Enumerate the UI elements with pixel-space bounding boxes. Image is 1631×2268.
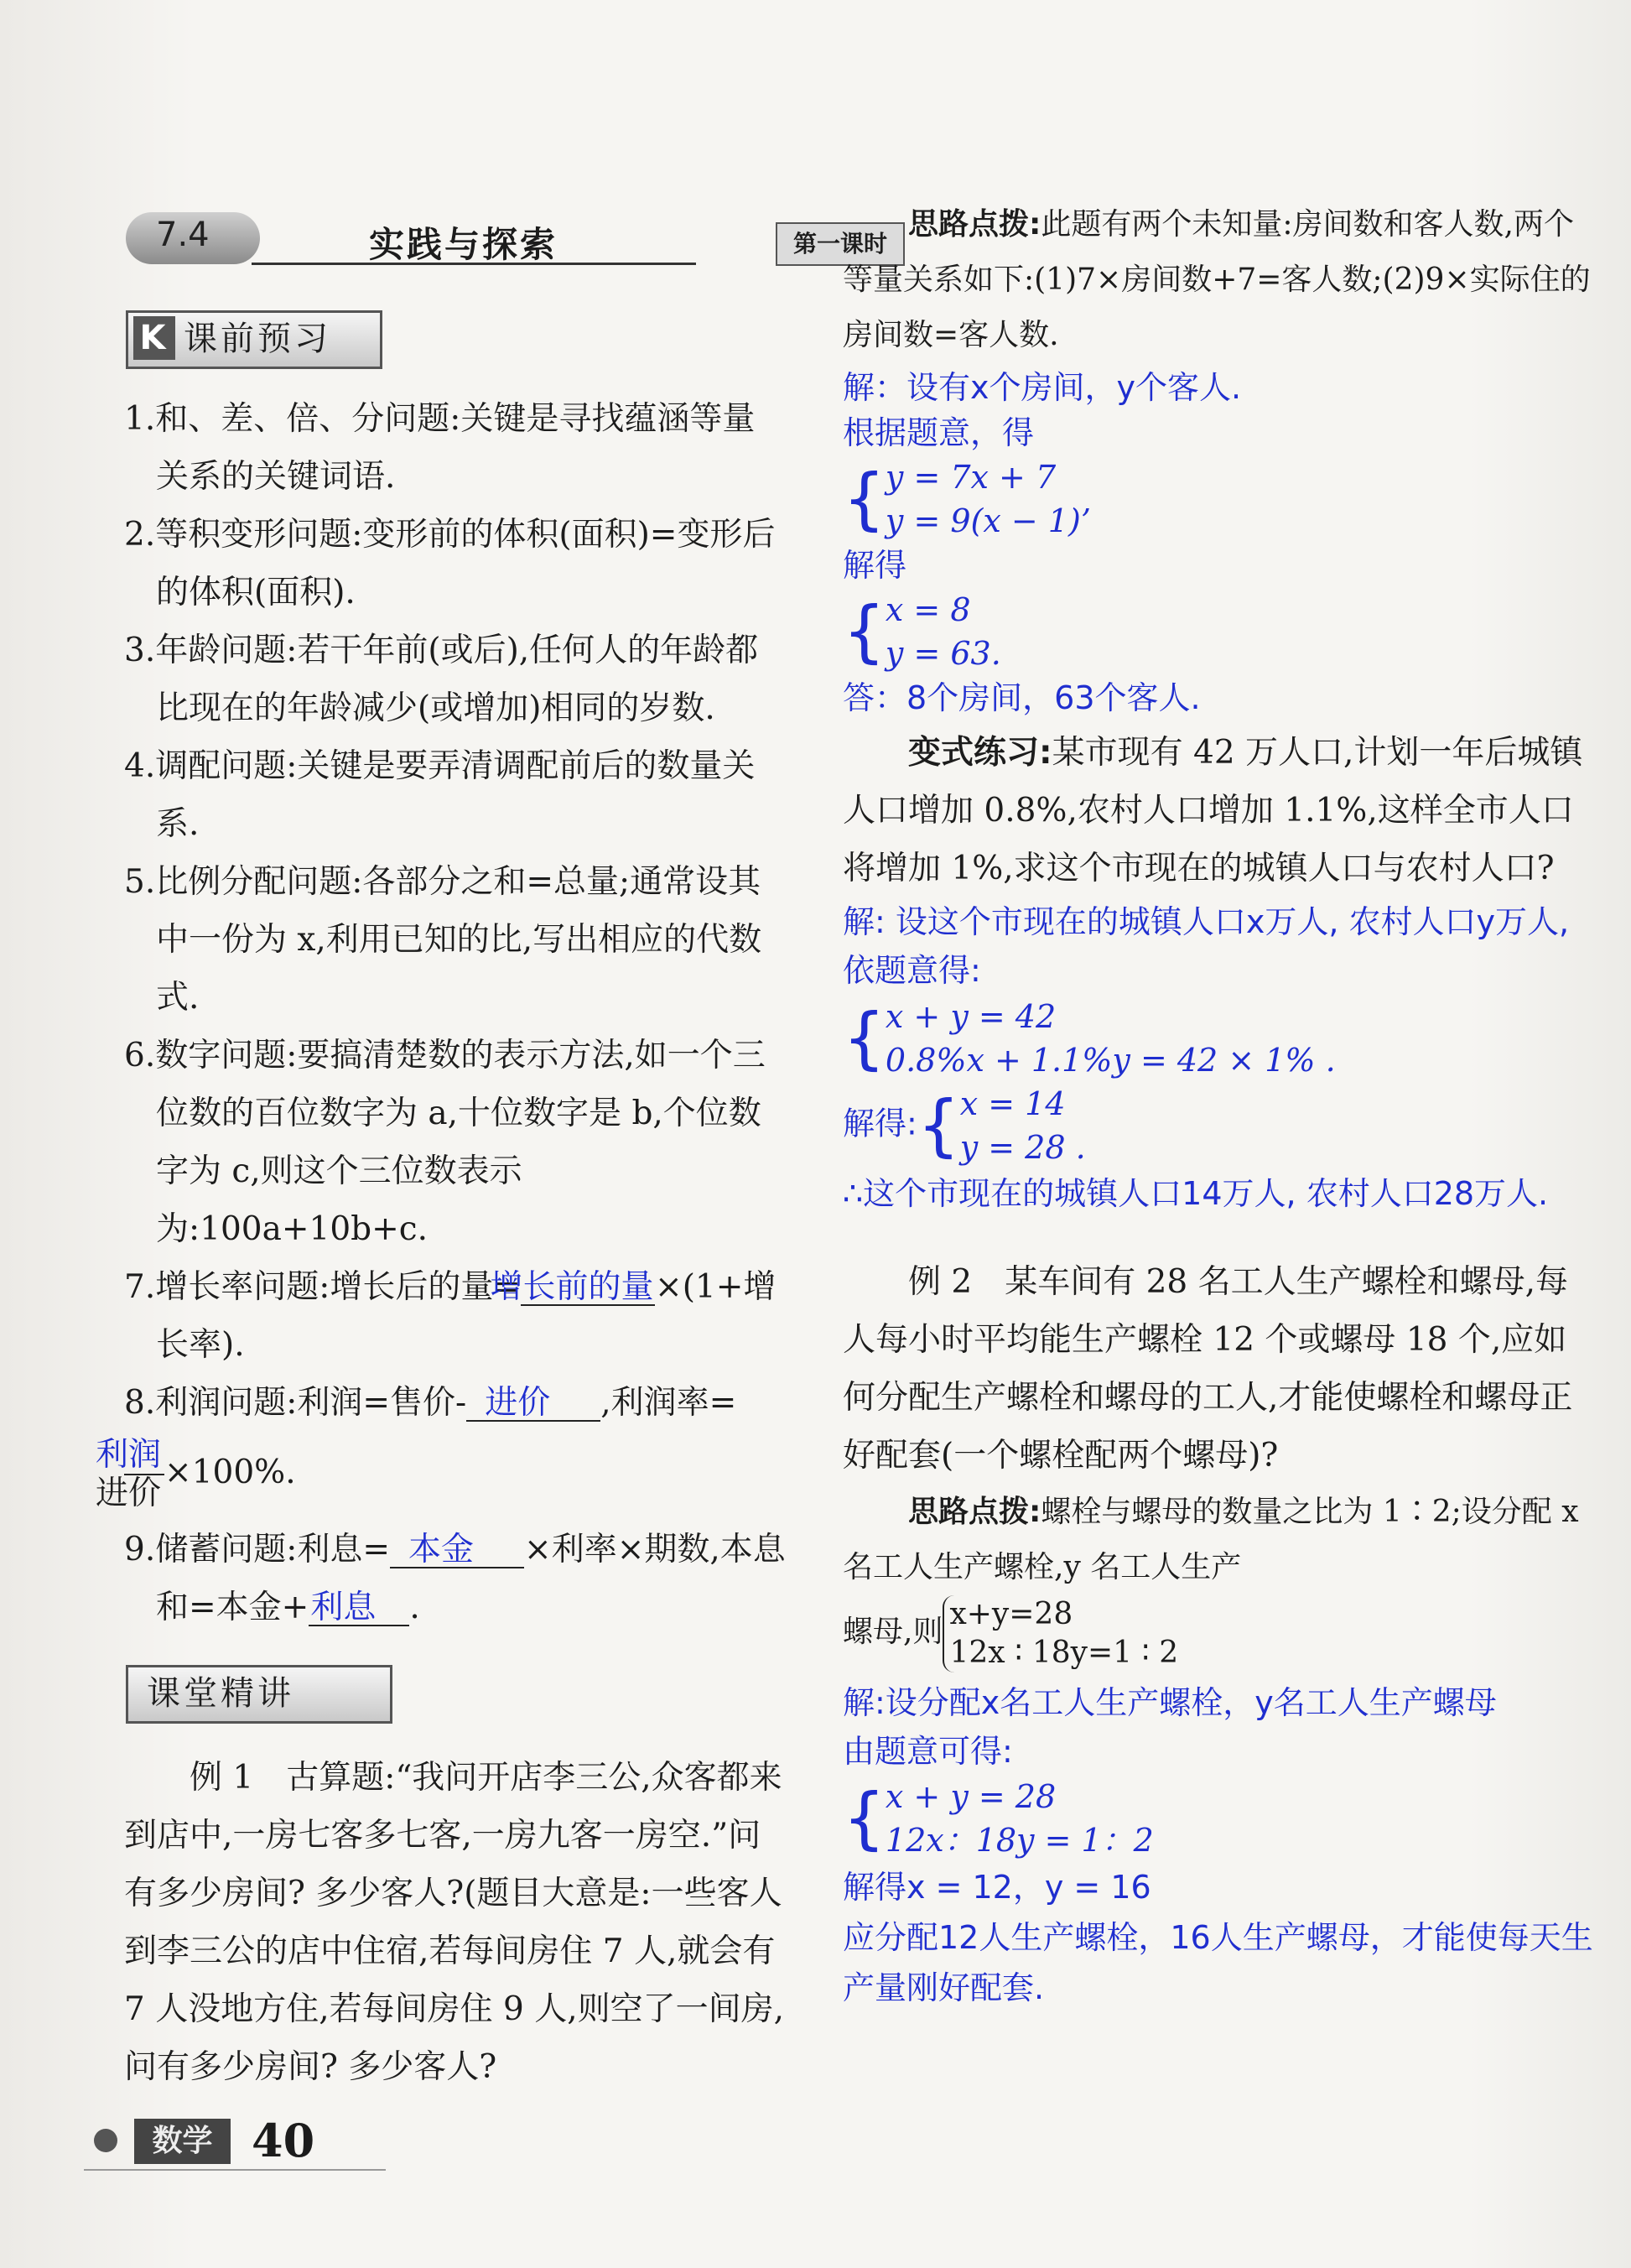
- solution-1: [843, 365, 1597, 720]
- sol3-eq2: 12x：18y = 1：2: [885, 1822, 1154, 1859]
- sol2-conclusion: ∴这个市现在的城镇人口14万人, 农村人口28万人.: [843, 1175, 1549, 1212]
- sol2-r-end: .: [1075, 1129, 1086, 1166]
- item7-prefix: 7.增长率问题:增长后的量=: [124, 1268, 522, 1306]
- section-number: 7.4: [156, 216, 210, 254]
- item9-suffix: .: [409, 1589, 420, 1626]
- page-number: 40: [252, 2114, 315, 2167]
- sol2-r2-text: y = 28: [959, 1129, 1066, 1166]
- sol1-r-end: .: [990, 635, 1001, 672]
- preview-item-3: 3.年龄问题:若干年前(或后),任何人的年龄都比现在的年龄减少(或增加)相同的岁数.: [124, 632, 759, 727]
- hint-2-text: 螺栓与螺母的数量之比为 1∶2;设分配 x 名工人生产螺栓,y 名工人生产: [843, 1495, 1579, 1584]
- sol2-r2: [960, 1126, 1086, 1169]
- item7-answer: 增长前的量: [490, 1268, 654, 1306]
- footer-dot-icon: [94, 2129, 117, 2152]
- preview-section-label: [126, 310, 382, 369]
- item9-answer-2: 利息: [309, 1591, 409, 1626]
- sol3-line3: 解得x = 12，y = 16: [843, 1869, 1151, 1906]
- brace-icon: {: [843, 460, 886, 538]
- fraction-numerator: 利润: [124, 1437, 164, 1475]
- k-icon: K: [133, 316, 175, 360]
- item8-answer: 进价: [466, 1386, 600, 1422]
- profit-rate-fraction: [96, 1436, 164, 1512]
- item9-mid: ×利率×期数,本息和=本金+: [156, 1531, 786, 1626]
- hint-2-eq2: 12x ∶ 18y=1 ∶ 2: [949, 1636, 1179, 1670]
- lecture-label-text: 课堂精讲: [147, 1674, 294, 1713]
- variant-text: 某市现有 42 万人口,计划一年后城镇人口增加 0.8%,农村人口增加 1.1%,这样全市人口将增加 1%,求这个市现在的城镇人口与农村人口?: [843, 734, 1583, 887]
- preview-list: [96, 390, 787, 1636]
- sol1-eq2: [886, 499, 1091, 543]
- preview-item-4: 4.调配问题:关键是要弄清调配前后的数量关系.: [124, 747, 756, 843]
- sol1-r2-text: y = 63: [885, 635, 991, 672]
- right-column: [843, 197, 1597, 2013]
- sol3-conclusion: 应分配12人生产螺栓，16人生产螺母，才能使每天生产量刚好配套.: [843, 1919, 1593, 2006]
- preview-item-2: 2.等积变形问题:变形前的体积(面积)=变形后的体积(面积).: [124, 516, 776, 611]
- variant-exercise: [843, 724, 1597, 897]
- preview-item-1: 1.和、差、倍、分问题:关键是寻找蕴涵等量关系的关键词语.: [124, 400, 756, 496]
- preview-item-8-fraction: [96, 1436, 787, 1512]
- example-2: 例 2 某车间有 28 名工人生产螺栓和螺母,每人每小时平均能生产螺栓 12 个或螺母 18 个,应如何分配生产螺栓和螺母的工人,才能使螺栓和螺母正好配套(一个螺栓配两个螺母)?: [843, 1263, 1573, 1475]
- sol1-r1: x = 8: [885, 591, 971, 628]
- solution-2: [843, 897, 1597, 1218]
- hint-1-text: 此题有两个未知量:房间数和客人数,两个等量关系如下:(1)7×房间数+7=客人数;(2)9×实际住的房间数=客人数.: [843, 207, 1591, 352]
- hint-2: [843, 1485, 1597, 1595]
- sol1-line3: 解得: [843, 547, 907, 584]
- brace-icon: {: [843, 592, 886, 670]
- sol3-line1: 解:设分配x名工人生产螺栓，y名工人生产螺母: [843, 1684, 1497, 1721]
- lecture-section-label: [126, 1665, 392, 1724]
- sol2-system: [843, 995, 1597, 1082]
- hint-1-label: 思路点拨:: [908, 207, 1041, 242]
- sol2-eq-end: .: [1325, 1042, 1336, 1079]
- hint-2-label: 思路点拨:: [908, 1495, 1041, 1529]
- sol2-line1: 解: 设这个市现在的城镇人口x万人, 农村人口y万人, 依题意得:: [843, 903, 1570, 989]
- example-1: [124, 1749, 787, 2096]
- sol2-r1: x = 14: [959, 1085, 1066, 1122]
- sol1-answer: 答：8个房间，63个客人.: [843, 679, 1201, 716]
- sol1-eq-end: ’: [1080, 502, 1091, 539]
- solution-3: [843, 1678, 1597, 2013]
- subject-tag: 数学: [134, 2119, 231, 2164]
- sol3-line2: 由题意可得:: [843, 1733, 1013, 1770]
- hint-2-system: [843, 1595, 1597, 1672]
- preview-item-9: [124, 1521, 787, 1636]
- sol1-result: [843, 588, 1597, 675]
- sol1-system: [843, 455, 1597, 543]
- sol2-eq2: [886, 1038, 1336, 1082]
- lesson-header: [126, 205, 887, 273]
- item8-prefix: 8.利润问题:利润=售价-: [124, 1384, 467, 1422]
- sol1-eq2-text: y = 9(x − 1): [885, 502, 1081, 539]
- brace-icon: {: [917, 1086, 960, 1164]
- item7-suffix: ×(1+增长率).: [156, 1268, 777, 1364]
- lesson-tag: 第一课时: [776, 222, 905, 266]
- sol1-line2: 根据题意，得: [843, 414, 1035, 451]
- preview-label-text: 课前预习: [184, 320, 331, 358]
- variant-label: 变式练习:: [908, 734, 1052, 772]
- sol3-system: [843, 1775, 1597, 1862]
- preview-item-6: 6.数字问题:要搞清楚数的表示方法,如一个三位数的百位数字为 a,十位数字是 b,个位数字为 c,则这个三位数表示为:100a+10b+c.: [124, 1037, 766, 1248]
- item9-prefix: 9.储蓄问题:利息=: [124, 1531, 391, 1568]
- sol2-eq1: x + y = 42: [885, 998, 1057, 1035]
- item9-answer-1: 本金: [390, 1533, 524, 1568]
- item8-mid: ,利润率=: [600, 1384, 737, 1422]
- preview-item-8: [124, 1374, 787, 1432]
- sol3-eq1: x + y = 28: [885, 1778, 1057, 1815]
- sol1-line1: 解：设有x个房间，y个客人.: [843, 369, 1242, 406]
- sol2-solve-label: 解得:: [843, 1105, 917, 1142]
- brace-icon: {: [843, 999, 886, 1077]
- sol1-eq1: y = 7x + 7: [885, 459, 1057, 496]
- example-1-text: 例 1 古算题:“我问开店李三公,众客都来到店中,一房七客多七客,一房九客一房空.”问有多少房间? 多少客人?(题目大意是:一些客人到李三公的店中住宿,若每间房住 7 人,就会有 7 人没地方住,若每间房住 9 人,则空了一间房,问有多少房间? 多少客人?: [124, 1759, 785, 2086]
- sol2-eq2-text: 0.8%x + 1.1%y = 42 × 1%: [885, 1042, 1316, 1079]
- hint-2-eq1: x+y=28: [949, 1597, 1073, 1631]
- header-underline: [252, 263, 696, 265]
- preview-item-5: 5.比例分配问题:各部分之和=总量;通常设其中一份为 x,利用已知的比,写出相应的代数式.: [124, 863, 762, 1017]
- hint-2-tail: 螺母,则: [843, 1615, 943, 1649]
- sol2-result: [843, 1082, 1597, 1169]
- lesson-title: 实践与探索: [369, 224, 558, 265]
- item8-suffix: ×100%.: [164, 1454, 296, 1491]
- footer-line: [84, 2169, 386, 2171]
- sol1-r2: [886, 632, 1001, 675]
- fraction-denominator: 进价: [96, 1475, 162, 1512]
- preview-item-7: [124, 1258, 787, 1374]
- hint-1: [843, 197, 1597, 363]
- brace-icon: {: [843, 1779, 886, 1857]
